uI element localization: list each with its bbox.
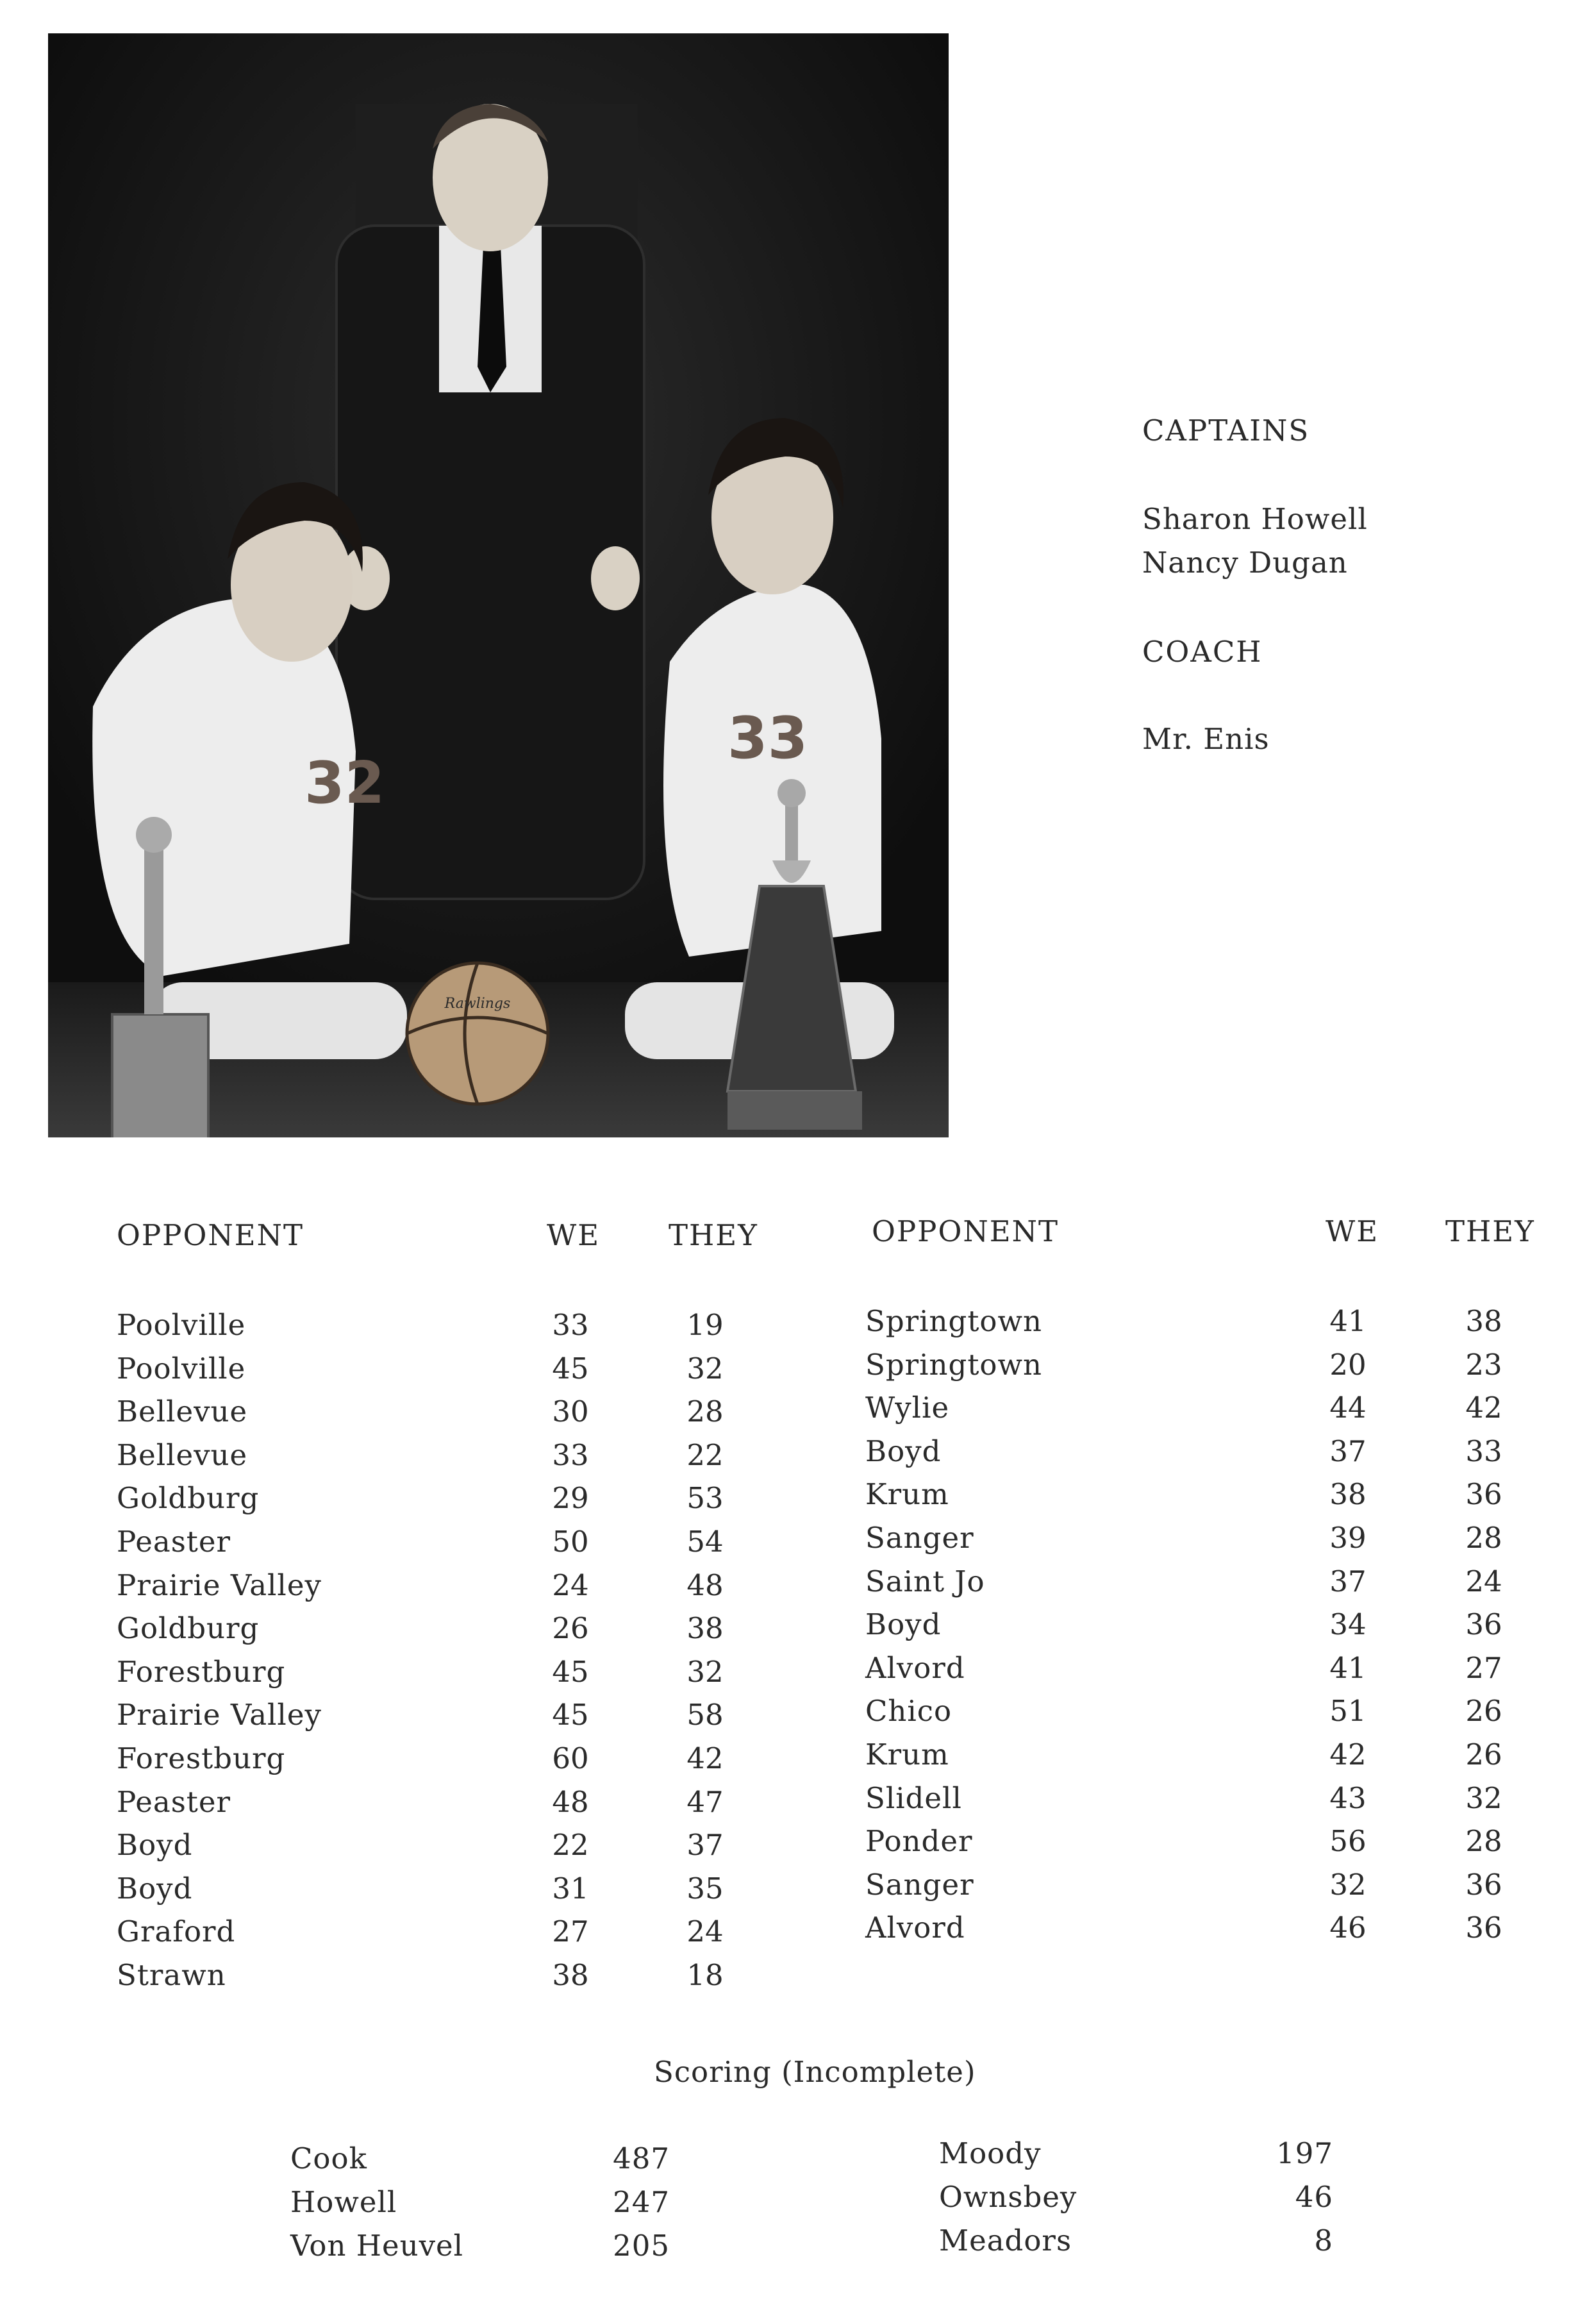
they-header: THEY: [1445, 1214, 1535, 1248]
they-score: 32: [686, 1654, 724, 1689]
scorer-points: 46: [1295, 2180, 1333, 2214]
they-score: 28: [1465, 1521, 1502, 1555]
opponent-name: Sanger: [865, 1521, 974, 1555]
they-score: 42: [1465, 1391, 1502, 1425]
we-score: 27: [552, 1915, 589, 1949]
they-score: 32: [1465, 1781, 1502, 1815]
they-score: 24: [686, 1915, 724, 1949]
ball-brand-text: Rawlings: [444, 996, 511, 1012]
opponent-name: Prairie Valley: [117, 1698, 322, 1732]
we-score: 41: [1329, 1650, 1367, 1685]
scorer-points: 487: [613, 2141, 670, 2175]
we-score: 45: [552, 1698, 589, 1732]
we-score: 46: [1329, 1911, 1367, 1945]
we-score: 37: [1329, 1434, 1367, 1468]
we-score: 50: [552, 1525, 589, 1559]
scorer-points: 197: [1276, 2136, 1333, 2170]
we-score: 48: [552, 1784, 589, 1819]
they-score: 32: [686, 1351, 724, 1386]
scoring-title: Scoring (Incomplete): [654, 2055, 976, 2089]
we-score: 45: [552, 1351, 589, 1386]
they-score: 28: [686, 1395, 724, 1429]
scorer-points: 247: [613, 2185, 670, 2219]
coach-name: Mr. Enis: [1142, 722, 1270, 756]
we-score: 43: [1329, 1781, 1367, 1815]
opponent-name: Wylie: [865, 1391, 950, 1425]
they-score: 24: [1465, 1564, 1502, 1598]
they-score: 58: [686, 1698, 724, 1732]
we-score: 22: [552, 1828, 589, 1863]
we-header: WE: [1326, 1214, 1379, 1248]
we-score: 33: [552, 1308, 589, 1342]
opponent-name: Springtown: [865, 1304, 1043, 1338]
we-score: 29: [552, 1481, 589, 1516]
we-score: 26: [552, 1611, 589, 1646]
opponent-name: Forestburg: [117, 1741, 286, 1775]
they-score: 23: [1465, 1347, 1502, 1382]
captains-heading: CAPTAINS: [1142, 414, 1310, 448]
opponent-header: OPPONENT: [117, 1218, 304, 1252]
basketball: [407, 963, 548, 1104]
we-score: 24: [552, 1568, 589, 1602]
we-score: 45: [552, 1654, 589, 1689]
opponent-name: Forestburg: [117, 1654, 286, 1689]
we-score: 38: [552, 1958, 589, 1992]
we-score: 44: [1329, 1391, 1367, 1425]
opponent-name: Prairie Valley: [117, 1568, 322, 1602]
they-score: 26: [1465, 1738, 1502, 1772]
opponent-name: Bellevue: [117, 1395, 248, 1429]
they-score: 53: [686, 1481, 724, 1516]
they-score: 48: [686, 1568, 724, 1602]
we-score: 37: [1329, 1564, 1367, 1598]
we-score: 60: [552, 1741, 589, 1775]
they-score: 47: [686, 1784, 724, 1819]
they-score: 42: [686, 1741, 724, 1775]
we-header: WE: [547, 1218, 601, 1252]
opponent-name: Peaster: [117, 1525, 231, 1559]
we-score: 39: [1329, 1521, 1367, 1555]
we-score: 34: [1329, 1607, 1367, 1642]
opponent-name: Krum: [865, 1477, 949, 1512]
opponent-name: Ponder: [865, 1824, 973, 1859]
team-photo: [48, 33, 949, 1137]
opponent-name: Krum: [865, 1738, 949, 1772]
opponent-name: Strawn: [117, 1958, 226, 1992]
they-score: 38: [686, 1611, 724, 1646]
opponent-name: Slidell: [865, 1781, 962, 1815]
they-score: 35: [686, 1871, 724, 1906]
they-score: 28: [1465, 1824, 1502, 1859]
opponent-name: Saint Jo: [865, 1564, 985, 1598]
opponent-name: Boyd: [117, 1828, 193, 1863]
they-score: 27: [1465, 1650, 1502, 1685]
opponent-name: Boyd: [865, 1434, 942, 1468]
they-score: 36: [1465, 1867, 1502, 1902]
we-score: 32: [1329, 1867, 1367, 1902]
they-score: 26: [1465, 1694, 1502, 1729]
they-score: 54: [686, 1525, 724, 1559]
captain-name-2: Nancy Dugan: [1142, 546, 1348, 580]
opponent-name: Springtown: [865, 1347, 1043, 1382]
they-score: 36: [1465, 1911, 1502, 1945]
they-score: 19: [686, 1308, 724, 1342]
we-score: 42: [1329, 1738, 1367, 1772]
opponent-name: Goldburg: [117, 1481, 260, 1516]
scorer-points: 205: [613, 2229, 670, 2263]
they-header: THEY: [669, 1218, 758, 1252]
we-score: 33: [552, 1437, 589, 1472]
jersey-number-right: 33: [727, 705, 808, 772]
opponent-name: Poolville: [117, 1351, 246, 1386]
opponent-name: Graford: [117, 1915, 236, 1949]
we-score: 31: [552, 1871, 589, 1906]
scorer-name: Meadors: [939, 2224, 1072, 2258]
they-score: 33: [1465, 1434, 1502, 1468]
opponent-name: Goldburg: [117, 1611, 260, 1646]
coach-heading: COACH: [1142, 635, 1263, 669]
scorer-name: Howell: [290, 2185, 397, 2219]
opponent-name: Boyd: [865, 1607, 942, 1642]
scorer-name: Cook: [290, 2141, 367, 2175]
we-score: 41: [1329, 1304, 1367, 1338]
they-score: 38: [1465, 1304, 1502, 1338]
they-score: 36: [1465, 1477, 1502, 1512]
scorer-name: Von Heuvel: [290, 2229, 464, 2263]
scorer-name: Moody: [939, 2136, 1042, 2170]
they-score: 37: [686, 1828, 724, 1863]
we-score: 20: [1329, 1347, 1367, 1382]
captain-name-1: Sharon Howell: [1142, 502, 1368, 536]
we-score: 38: [1329, 1477, 1367, 1512]
they-score: 22: [686, 1437, 724, 1472]
opponent-name: Peaster: [117, 1784, 231, 1819]
we-score: 51: [1329, 1694, 1367, 1729]
we-score: 30: [552, 1395, 589, 1429]
scorer-name: Ownsbey: [939, 2180, 1077, 2214]
opponent-name: Chico: [865, 1694, 952, 1729]
we-score: 56: [1329, 1824, 1367, 1859]
they-score: 36: [1465, 1607, 1502, 1642]
team-photo-illustration: [48, 33, 949, 1137]
opponent-name: Poolville: [117, 1308, 246, 1342]
opponent-name: Alvord: [865, 1650, 965, 1685]
scorer-points: 8: [1314, 2224, 1333, 2258]
opponent-name: Sanger: [865, 1867, 974, 1902]
they-score: 18: [686, 1958, 724, 1992]
jersey-number-left: 32: [304, 750, 385, 817]
opponent-name: Bellevue: [117, 1437, 248, 1472]
opponent-header: OPPONENT: [872, 1214, 1059, 1248]
opponent-name: Alvord: [865, 1911, 965, 1945]
opponent-name: Boyd: [117, 1871, 193, 1906]
